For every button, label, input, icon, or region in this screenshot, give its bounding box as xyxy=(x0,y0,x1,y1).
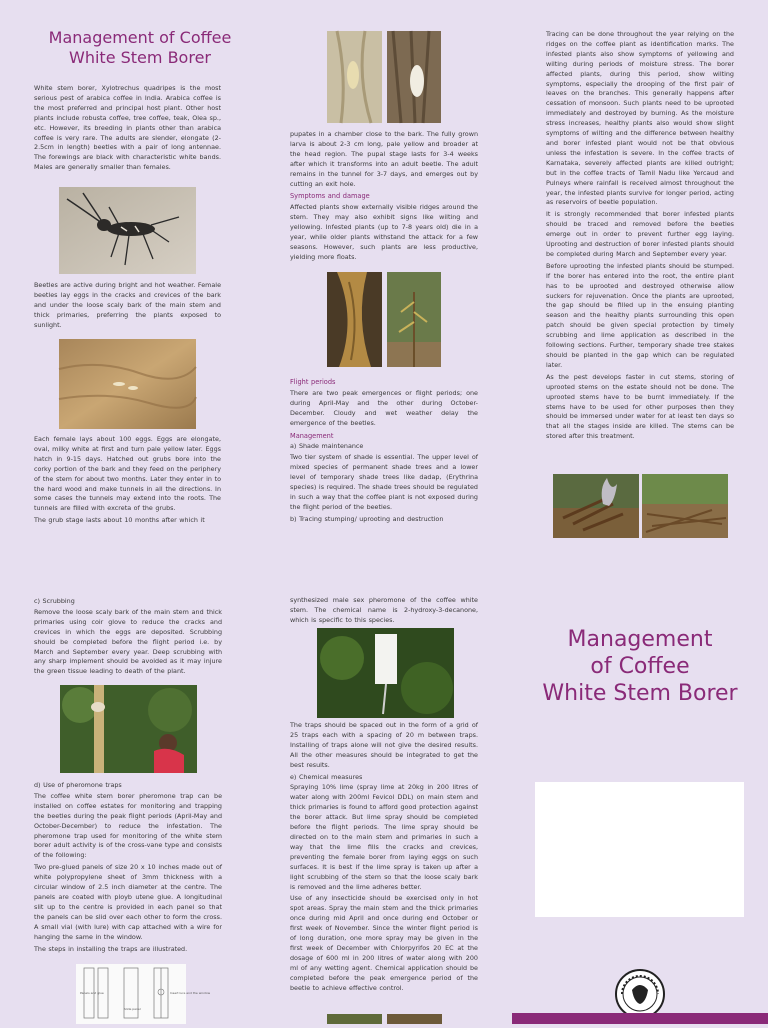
trap-panels-paragraph: Two pre-glued panels of size 20 x 10 inches made out of white polypropylene sheet of 3mm thickness with a circular window of 2.5 inch diameter at the centre. The panels are coated with ployb utene glue. A longitudinal slit up to the centre is provided in each panel so that the panels can be slid over each other to form the cross. A small vial (with lure) with cap attached with a wire for hanging the same in the window. xyxy=(34,863,222,941)
column-5-bottom xyxy=(290,721,478,995)
diagram-label-panels: Panels and glue xyxy=(80,991,104,995)
stumping-paragraph: Before uprooting the infested plants should be stumped. If the borer has entered into the root, the entire plant has to be uprooted and destroyed otherwise allow suckers for rejuvenation. Once the plants are uprooted, the gap should be filled up in the ensuing planting season and the healthy plants surrounding this open patch should be given special protection by timely scrubbing and lime application as described in the following sections. Further, temporary shade tree stakes should be planted in the gap which can be regulated later. xyxy=(546,261,734,369)
symptoms-paragraph: Affected plants show externally visible ridges around the stem. They may also exhibit signs like wilting and yellowing. Infested plants (up to 7-8 years old) die in a year, while older plants withstand the attack for a few seasons. However, such plants are less productive, yielding more floats. xyxy=(290,203,478,261)
scrubbing-paragraph: Remove the loose scaly bark of the main stem and thick primaries using coir glove to reduce the cracks and crevices in which the eggs are deposited. Scrubbing should be completed before the flight period i.e. by March and September every year. Deep scrubbing with any sharp implement should be avoided as it may injure the green tissue leading to death of the plant. xyxy=(34,607,222,676)
grub-paragraph: The grub stage lasts about 10 months after which it xyxy=(34,516,205,525)
insecticide-paragraph: Use of any insecticide should be exercised only in hot spot areas. Spray the main stem and the thick primaries once during mid April and once during end October or first week of November. Since the winter flight period is of long duration, one more spray may be given in the first week of December with Chlorpyrifos 20 EC at the dosage of 600 ml in 200 litres of water along with 200 ml of any wetting agent. Chemical application should be completed before the peak emergence period of the beetle to achieve effective control. xyxy=(290,894,478,992)
flight-paragraph: There are two peak emergences or flight periods; one during April-May and the other during October-December. Cloudy and wet weather delay the emergence of the beetles. xyxy=(290,388,478,427)
pheromone-chemical-paragraph: synthesized male sex pheromone of the coffee white stem. The chemical name is 2-hydroxy-3-decanone, which is specific to this species. xyxy=(290,596,478,624)
column-1-mid xyxy=(34,281,221,333)
intro-paragraph: White stem borer, Xylotrechus quadripes is the most serious pest of arabica coffee in India. Arabica coffee is the most preferred and principal host plant. Other host plants include robusta coffee, tree coffee, teak, Olea sp., etc. However, its breeding in plants other than arabica coffee is very rare. The adults are slender, elongate (2-2.5cm in length) beetles with a pair of long antennae. The forewings are black with characteristic white bands. Males are generally smaller than females. xyxy=(34,84,221,172)
beetle-activity-paragraph: Beetles are active during bright and hot weather. Female beetles lay eggs in the cracks and crevices of the bark and under the loose scaly bark of the main stem and thick primaries, preferring the plants exposed to sunlight. xyxy=(34,281,221,329)
recommendation-paragraph: It is strongly recommended that borer infested plants should be traced and removed before the beetles emerge out in order to prevent further egg laying. Uprooting and destruction of borer infested plants should be completed during March and September every year. xyxy=(546,210,734,258)
symptoms-heading: Symptoms and damage xyxy=(290,192,370,201)
scrubbing-subheading: c) Scrubbing xyxy=(34,597,75,605)
eggs-photo xyxy=(59,339,196,429)
shade-subheading: a) Shade maintenance xyxy=(290,442,364,451)
grub-tunnel-photo xyxy=(327,31,382,123)
tracing-paragraph: Tracing can be done throughout the year relying on the ridges on the coffee plant as identification marks. The infested plants also show symptoms of yellowing and wilting during periods of moisture stress. The borer affected plants, during this period, show wilting symptoms, especially the drooping of the first pair of leaves on the branches. This generally happens after cessation of monsoon. Such plants need to be uprooted immediately and destroyed by burning. As the moisture stress increases, healthy plants also would show slight symptoms of wilting and the difference between healthy and borer infested plant would not be that obvious unless the infestation is severe. In the coffee tracts of Karnataka, severely affected plants are killed outright; but in the coffee tracts of Tamil Nadu like Yercaud and Pulneys where rainfall is received almost throughout the year, the infested plants survive for longer period, acting as reservoirs of beetle population. xyxy=(546,30,734,207)
trap-spacing-paragraph: The traps should be spaced out in the form of a grid of 25 traps each with a spacing of 20 m between traps. Installing of traps alone will not give the desired results. All the other measures should be integrated to get the best results. xyxy=(290,721,478,769)
pupa-paragraph: pupates in a chamber close to the bark. The fully grown larva is about 2-3 cm long, pale yellow and broader at the head region. The pupal stage lasts for 3-4 weeks after which it transforms into an adult beetle. The adult remains in the tunnel for 3-7 days, and emerges out by cutting an exit hole. xyxy=(290,130,478,188)
wilting-plant-photo xyxy=(387,272,441,367)
bottom-accent-band xyxy=(512,1013,768,1024)
shade-paragraph: Two tier system of shade is essential. The upper level of mixed species of permanent shade trees and a lower level of temporary shade trees like dadap, (Erythrina species) is required. The shade trees should be regulated in such a way that the coffee plant is not exposed during the flight period of the beetles. xyxy=(290,453,478,511)
pheromone-paragraph: The coffee white stem borer pheromone trap can be installed on coffee estates for monitoring and trapping the beetles during the peak flight periods (April-May and October-December) to reduce the infestation. The pheromone trap used for monitoring of the white stem borer adult activity is of the cross-vane type and consists of the following: xyxy=(34,791,222,860)
diagram-label-lure: Insert lure and the window xyxy=(170,991,211,995)
column-1-bottom xyxy=(34,435,221,528)
column-4 xyxy=(34,596,222,679)
cover-title: Management of Coffee White Stem Borer xyxy=(542,627,738,706)
bottom-photo-left xyxy=(327,1014,382,1024)
column-2-top xyxy=(290,130,478,265)
beetle-photo xyxy=(59,187,196,274)
trap-steps-paragraph: The steps in installing the traps are illustrated. xyxy=(34,944,188,953)
flight-periods-heading: Flight periods xyxy=(290,378,336,386)
top-title: Management of Coffee White Stem Borer xyxy=(48,28,232,67)
column-2-bottom xyxy=(290,375,478,526)
lime-spray-paragraph: Spraying 10% lime (spray lime at 20kg in 200 litres of water along with 200ml Fevicol DDL) on main stem and thick primaries is found to afford good protection against the borer attack. But lime spray should be completed before the flight periods. The lime spray should be directed on to the main stem and primaries in such a way that the lime fills the cracks and crevices, preventing the female borer from laying eggs on such surfaces. It is best if the lime spray is taken up after a light scrubbing of the stem so that the loose scaly bark is removed and the lime adheres better. xyxy=(290,783,478,891)
pheromone-trap-photo xyxy=(317,628,454,718)
diagram-label-slide: Slide panel xyxy=(124,1007,141,1011)
storage-paragraph: As the pest develops faster in cut stems, storing of uprooted stems on the estate should not be done. The uprooted stems have to be burnt immediately. If the stems have to be used for other purposes then they should be immersed under water for at least ten days so that all the stages inside are killed. The stems can be stored after this treatment. xyxy=(546,372,734,441)
pupa-photo xyxy=(387,31,441,123)
pheromone-subheading: d) Use of pheromone traps xyxy=(34,781,122,789)
burning-stems-photo xyxy=(553,474,639,538)
chemical-subheading: e) Chemical measures xyxy=(290,772,363,781)
column-1-top xyxy=(34,84,221,175)
trap-installation-diagram xyxy=(76,964,211,1024)
eggs-paragraph: Each female lays about 100 eggs. Eggs are elongate, oval, milky white at first and turn pale yellow later. Eggs hatch in 9-15 days. Hatched out grubs bore into the corky portion of the bark and they feed on the periphery of the stem for about two months. Later they enter in to the hard wood and make tunnels in all the directions. In some cases the tunnels may extend into the roots. The tunnels are filled with excreta of the grubs. xyxy=(34,435,221,513)
stem-ridge-photo xyxy=(327,272,382,367)
management-heading: Management xyxy=(290,431,334,440)
column-4-bottom xyxy=(34,780,222,956)
tracing-subheading: b) Tracing stumping/ uprooting and destruction xyxy=(290,514,444,523)
bottom-photo-right xyxy=(387,1014,442,1024)
cover-white-box xyxy=(535,782,744,917)
column-3 xyxy=(546,30,734,444)
uprooted-stems-photo xyxy=(642,474,728,538)
column-5-top xyxy=(290,596,478,628)
scrubbing-photo xyxy=(60,685,197,773)
